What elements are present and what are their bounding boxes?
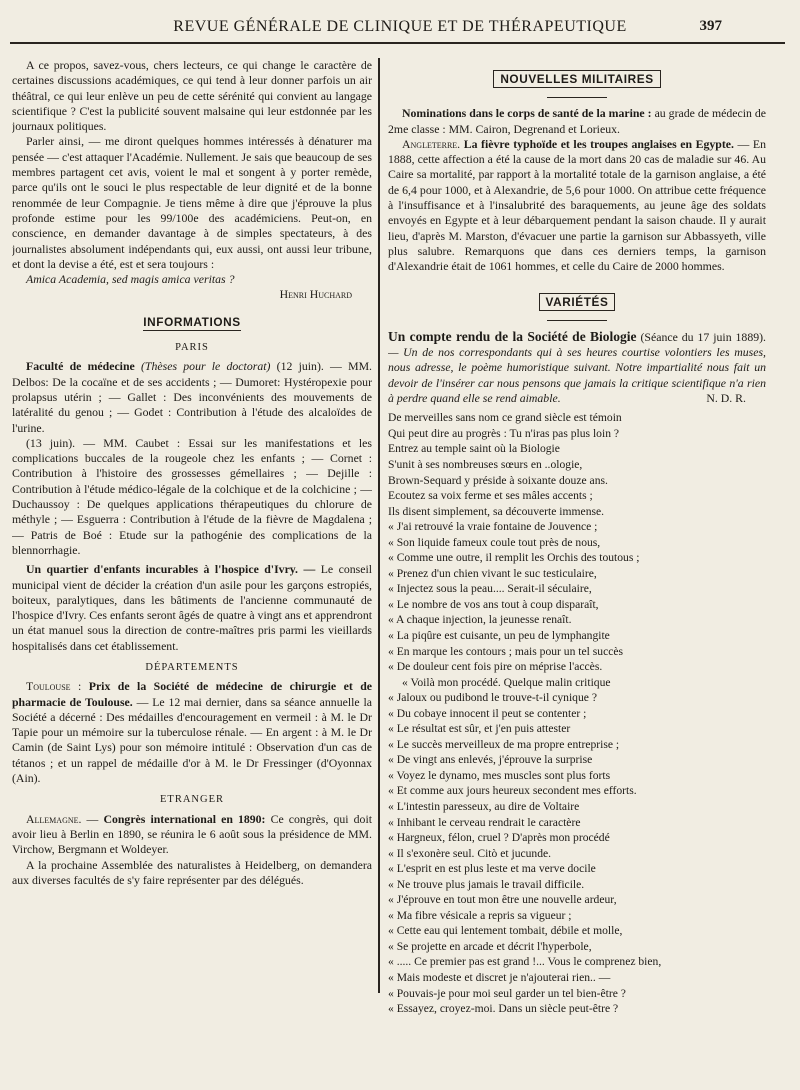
- poem-line: « Le nombre de vos ans tout à coup disparaît,: [388, 597, 599, 611]
- poem-line: « De douleur cent fois pire on méprise l'accès.: [388, 660, 603, 674]
- nouvelles-militaires-heading: NOUVELLES MILITAIRES: [388, 72, 766, 87]
- ivry-paragraph: Un quartier d'enfants incurables à l'hospice d'Ivry. — Le conseil municipal vient de décider la création d'un asile pour les garçons estropiés, boiteux, paralytiques, dans les bâtiments de l'ancienne communauté de l'hospice d'Ivry. Ces enfants seront âgés de quatre à vingt ans et apprendront un état manuel sous la direction de contre-maîtres pris parmi les vieillards hospitalisés dans cet établissement.: [12, 562, 372, 653]
- departements-subhead: DÉPARTEMENTS: [145, 661, 239, 673]
- author-signature: Henri Huchard: [279, 287, 352, 302]
- poem-line: Ils disent simplement, sa découverte immense.: [388, 504, 605, 518]
- poem-line: « Voilà mon procédé. Quelque malin critique: [402, 675, 611, 689]
- poem-line: « J'ai retrouvé la vraie fontaine de Jouvence ;: [388, 520, 598, 534]
- poem-line: « Ne trouve plus jamais le travail difficile.: [388, 877, 585, 891]
- poem-line: « La piqûre est cuisante, un peu de lymphangite: [388, 629, 610, 642]
- poem-line: Qui peut dire au progrès : Tu n'iras pas plus loin ?: [388, 426, 620, 440]
- poem-line: « Jaloux ou pudibond le trouve-t-il cynique ?: [388, 691, 597, 705]
- poem-line: « A chaque injection, la jeunesse renaît.: [388, 613, 572, 627]
- motto: Amica Academia, sed magis amica veritas ?: [26, 272, 235, 287]
- poem-line: « Comme une outre, il remplit les Orchis des toutous ;: [388, 551, 640, 565]
- poem-line: « Le résultat est sûr, et j'en puis attester: [388, 722, 571, 736]
- short-rule: [547, 97, 607, 98]
- poem-line: S'unit à ses nombreuses sœurs en ..ologie,: [388, 457, 583, 471]
- poem-line: « Et comme aux jours heureux secondent mes efforts.: [388, 784, 637, 798]
- poem-line: Brown-Sequard y préside à soixante douze ans.: [388, 473, 608, 487]
- journal-title: REVUE GÉNÉRALE DE CLINIQUE ET DE THÉRAPEUTIQUE: [173, 18, 627, 35]
- short-rule: [547, 320, 607, 321]
- poem-line: « En marque les contours ; mais pour un tel succès: [388, 644, 624, 658]
- poem-line: « Son liquide fameux coule tout près de nous,: [388, 535, 601, 549]
- running-header: [0, 14, 800, 40]
- informations-heading: INFORMATIONS: [143, 314, 241, 329]
- poem-line: De merveilles sans nom ce grand siècle est témoin: [388, 411, 622, 425]
- poem: [388, 410, 766, 1016]
- poem-line: « ..... Ce premier pas est grand !... Vous le comprenez bien,: [388, 955, 662, 969]
- poem-line: Entrez au temple saint où la Biologie: [388, 442, 560, 456]
- etranger-subhead: ETRANGER: [160, 794, 224, 806]
- angleterre-paragraph: Angleterre. La fièvre typhoïde et les troupes anglaises en Egypte. — En 1888, cette affection a été la cause de la mort dans 20 cas de maladie sur 46. Au Caire sa mortalité, par rapport à la mortalité totale de la garnison anglaise, a été de 6,4 pour 1000, et à Alexandrie, de 5,6 pour 1000. On attribue cette fréquence à l'insuffisance et à l'insalubrité des baraquements, au jeune âge des soldats envoyés en Egypte et à leur débarquement pendant la saison chaude. Il y aurait lieu, d'après M. Marston, d'évacuer une partie la garnison sur Abbassyeth, ville plus salubre. Remarquons que dans ces derniers temps, la garnison d'Alexandrie était de 1061 hommes, et celle du Caire de 2000 hommes.: [388, 136, 766, 274]
- intro-paragraph: Parler ainsi, — me diront quelques hommes intéressés à dénaturer ma pensée — c'est attaquer l'Académie. Nullement. Je sais que beaucoup de ses membres partagent cet avis, voient le mal et songent à y porter remède, parce qu'ils ont le souci le plus respectable de leur dignité et de la bonne renommée de leur Compagnie. Je tiens même à dire que j'éprouve la plus profonde estime pour les 99/100e des académiciens. Peut-on, en conscience, en demander davantage à de simples spectateurs, à des journalistes absolument indépendants qui, eux aussi, ont aussi leur tribune, et dont la devise a été, est et sera toujours :: [12, 134, 372, 271]
- poem-line: « Mais modeste et discret je n'ajouterai rien.. —: [388, 971, 611, 985]
- intro-paragraph: A ce propos, savez-vous, chers lecteurs, ce qui change le caractère de certaines discussions académiques, ce qui tend à leur donner parfois un air théâtral, ce qui leur enlève un peu de cette sérénité qui convient au langage scientifique ? C'est la publicité souvent malsaine qui leur estdonnée par les journaux politiques.: [12, 58, 372, 134]
- allemagne-paragraph-2: A la prochaine Assemblée des naturalistes à Heidelberg, on demandera aux diverses facultés de s'y faire représenter par des délégués.: [12, 857, 372, 887]
- poem-line: « Essayez, croyez-moi. Dans un siècle peut-être ?: [388, 1002, 619, 1016]
- poem-line: « J'éprouve en tout mon être une nouvelle ardeur,: [388, 893, 617, 907]
- compte-rendu-paragraph: Un compte rendu de la Société de Biologie (Séance du 17 juin 1889). — Un de nos correspondants qui à ses heures courtise volontiers les muses, nous adresse, le poème humoristique suivant. Notre impartialité nous fait un devoir de l'insérer car nous pensons que jamais la critique scientifique n'a rien à perdre quand elle se rend aimable. N. D. R.: [388, 328, 766, 406]
- poem-line: « Cette eau qui lentement tombait, débile et molle,: [388, 924, 623, 938]
- varietes-heading: VARIÉTÉS: [388, 295, 766, 310]
- poem-line: « Il s'exonère seul. Citò et jucunde.: [388, 846, 552, 860]
- poem-line: « L'esprit en est plus leste et ma verve docile: [388, 862, 596, 876]
- right-column: [388, 58, 766, 1058]
- poem-line: « Le succès merveilleux de ma propre entreprise ;: [388, 737, 620, 751]
- poem-line: « L'intestin paresseux, au dire de Voltaire: [388, 800, 580, 814]
- page-number: 397: [699, 18, 722, 34]
- poem-line: « Injectez sous la peau.... Serait-il séculaire,: [388, 582, 592, 596]
- poem-line: « Voyez le dynamo, mes muscles sont plus forts: [388, 768, 611, 782]
- poem-line: Ecoutez sa voix ferme et ses mâles accents ;: [388, 489, 593, 503]
- poem-line: « Du cobaye innocent il peut se contenter ;: [388, 706, 587, 720]
- poem-line: « Inhibant le cerveau rendrait le caractère: [388, 815, 581, 829]
- toulouse-paragraph: Toulouse : Prix de la Société de médecine de chirurgie et de pharmacie de Toulouse. — Le 12 mai dernier, dans sa séance annuelle la Société a décerné : Des médailles d'encouragement en vermeil : à M. le Dr Tapie pour un mémoire sur la tuberculose rénale. — En argent : à M. le Dr Camin (de Saint Lys) pour son mémoire intitulé : Observation d'un cas de tétanos ; et un rappel de médaille d'or à M. le Dr Fressinger (d'Oyonnax (Ain).: [12, 679, 372, 786]
- poem-line: « Hargneux, félon, cruel ? D'après mon procédé: [388, 831, 610, 845]
- poem-line: « Prenez d'un chien vivant le suc testiculaire,: [388, 566, 597, 580]
- nominations-paragraph: Nominations dans le corps de santé de la marine : au grade de médecin de 2me classe : MM. Cairon, Degrenand et Lorieux.: [388, 106, 766, 136]
- column-divider: [378, 58, 380, 993]
- poem-line: « Se projette en arcade et décrit l'hyperbole,: [388, 939, 592, 953]
- poem-line: « De vingt ans enlevés, j'éprouve la surprise: [388, 753, 593, 767]
- left-column: [12, 58, 372, 1058]
- paris-subhead: PARIS: [175, 342, 209, 354]
- allemagne-paragraph: Allemagne. — Congrès international en 1890: Ce congrès, qui doit avoir lieu à Berlin en 1890, se réunira le 6 août sous la présidence de MM. Virchow, Bergmann et Woldeyer.: [12, 811, 372, 857]
- faculte-paragraph-2: (13 juin). — MM. Caubet : Essai sur les manifestations et les complications buccales de la rougeole chez les enfants ; — Cornet : Contribution à l'histoire des grossesses gémellaires ; — Dejille : Contribution à l'étude médico-légale de la colchique et de la colchicine ; — Duchaussoy : De quelques applications thérapeutiques du chlorure de méthyle ; — Esguerra : Contribution à l'étude de la fièvre de Magdalena ; — Patris de Boé : Etude sur la pathogénie des complications de la blennorrhagie.: [12, 435, 372, 557]
- faculte-paragraph: Faculté de médecine (Thèses pour le doctorat) (12 juin). — MM. Delbos: De la cocaïne et de ses accidents ; — Dumoret: Hystéropexie pour prolapsus utérin ; — Gallet : Des inconvénients des mouvements de latéralité du genou ; — Godet : Contribution à l'étude des alcaloïdes de l'urine.: [12, 359, 372, 435]
- poem-line: « Ma fibre vésicale a repris sa vigueur ;: [388, 908, 572, 922]
- poem-line: « Pouvais-je pour moi seul garder un tel bien-être ?: [388, 986, 626, 1000]
- header-rule: [10, 42, 785, 44]
